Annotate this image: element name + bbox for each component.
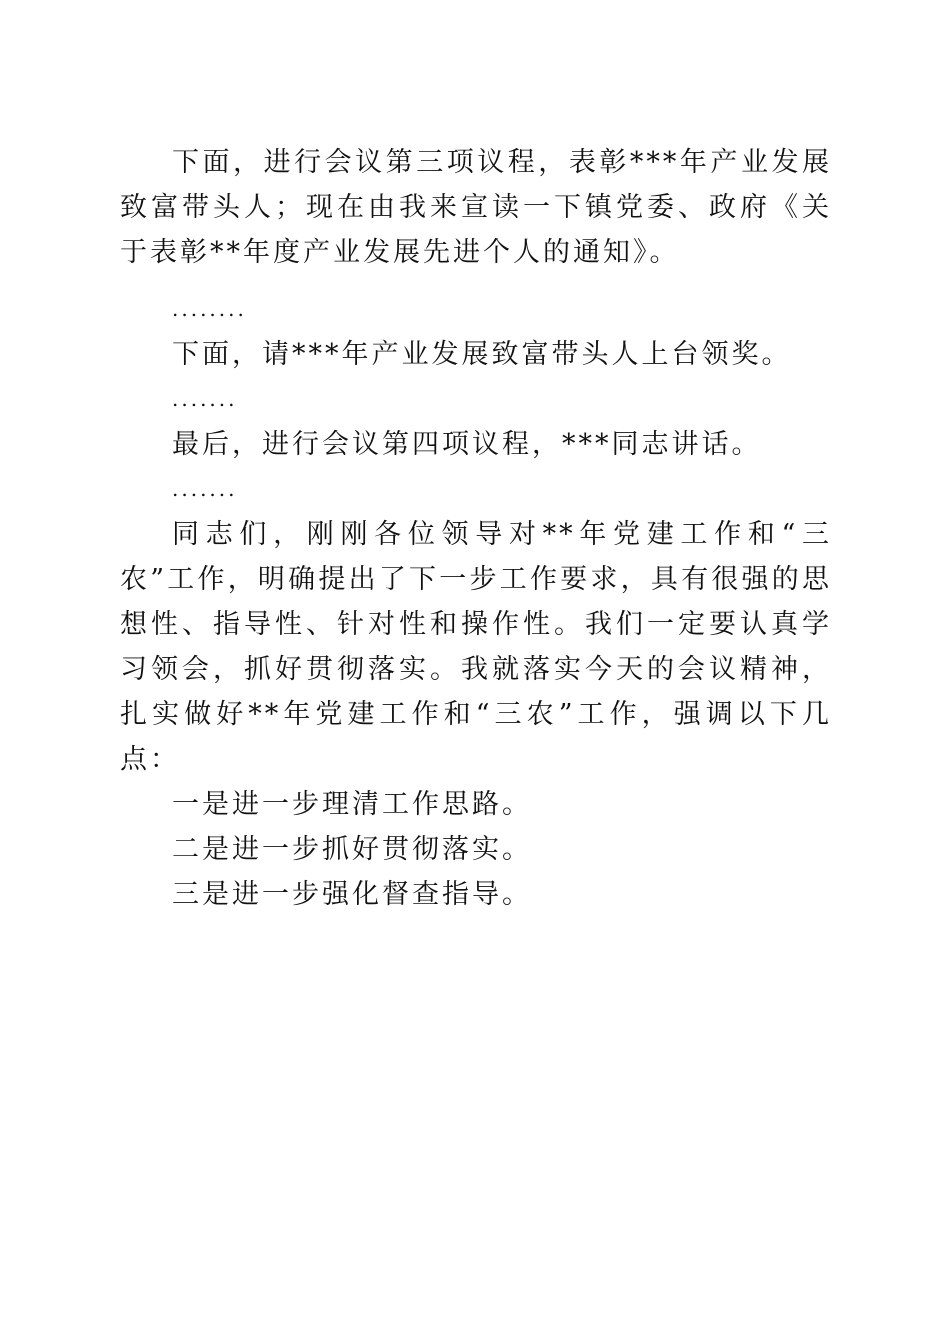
point-3: 三是进一步强化督查指导。 [172, 879, 532, 910]
paragraph-remarks: 同志们，刚刚各位领导对**年党建工作和“三农”工作，明确提出了下一步工作要求，具有很强的思想性、指导性、针对性和操作性。我们一定要认真学习领会，抓好贯彻落实。我就落实今天的会议精神，扎实做好**年党建工作和“三农”工作，强调以下几点： [120, 519, 832, 775]
point-1: 一是进一步理清工作思路。 [172, 789, 532, 820]
point-2: 二是进一步抓好贯彻落实。 [172, 834, 532, 865]
paragraph-award: 下面，请***年产业发展致富带头人上台领奖。 [172, 339, 792, 370]
ellipsis-2: ....... [172, 387, 238, 411]
ellipsis-1: ........ [172, 297, 247, 321]
document-page [120, 140, 832, 917]
ellipsis-3: ....... [172, 477, 238, 501]
paragraph-commendation: 下面，进行会议第三项议程，表彰***年产业发展致富带头人；现在由我来宣读一下镇党委、政府《关于表彰**年度产业发展先进个人的通知》。 [120, 147, 832, 268]
paragraph-speech: 最后，进行会议第四项议程，***同志讲话。 [172, 429, 762, 460]
